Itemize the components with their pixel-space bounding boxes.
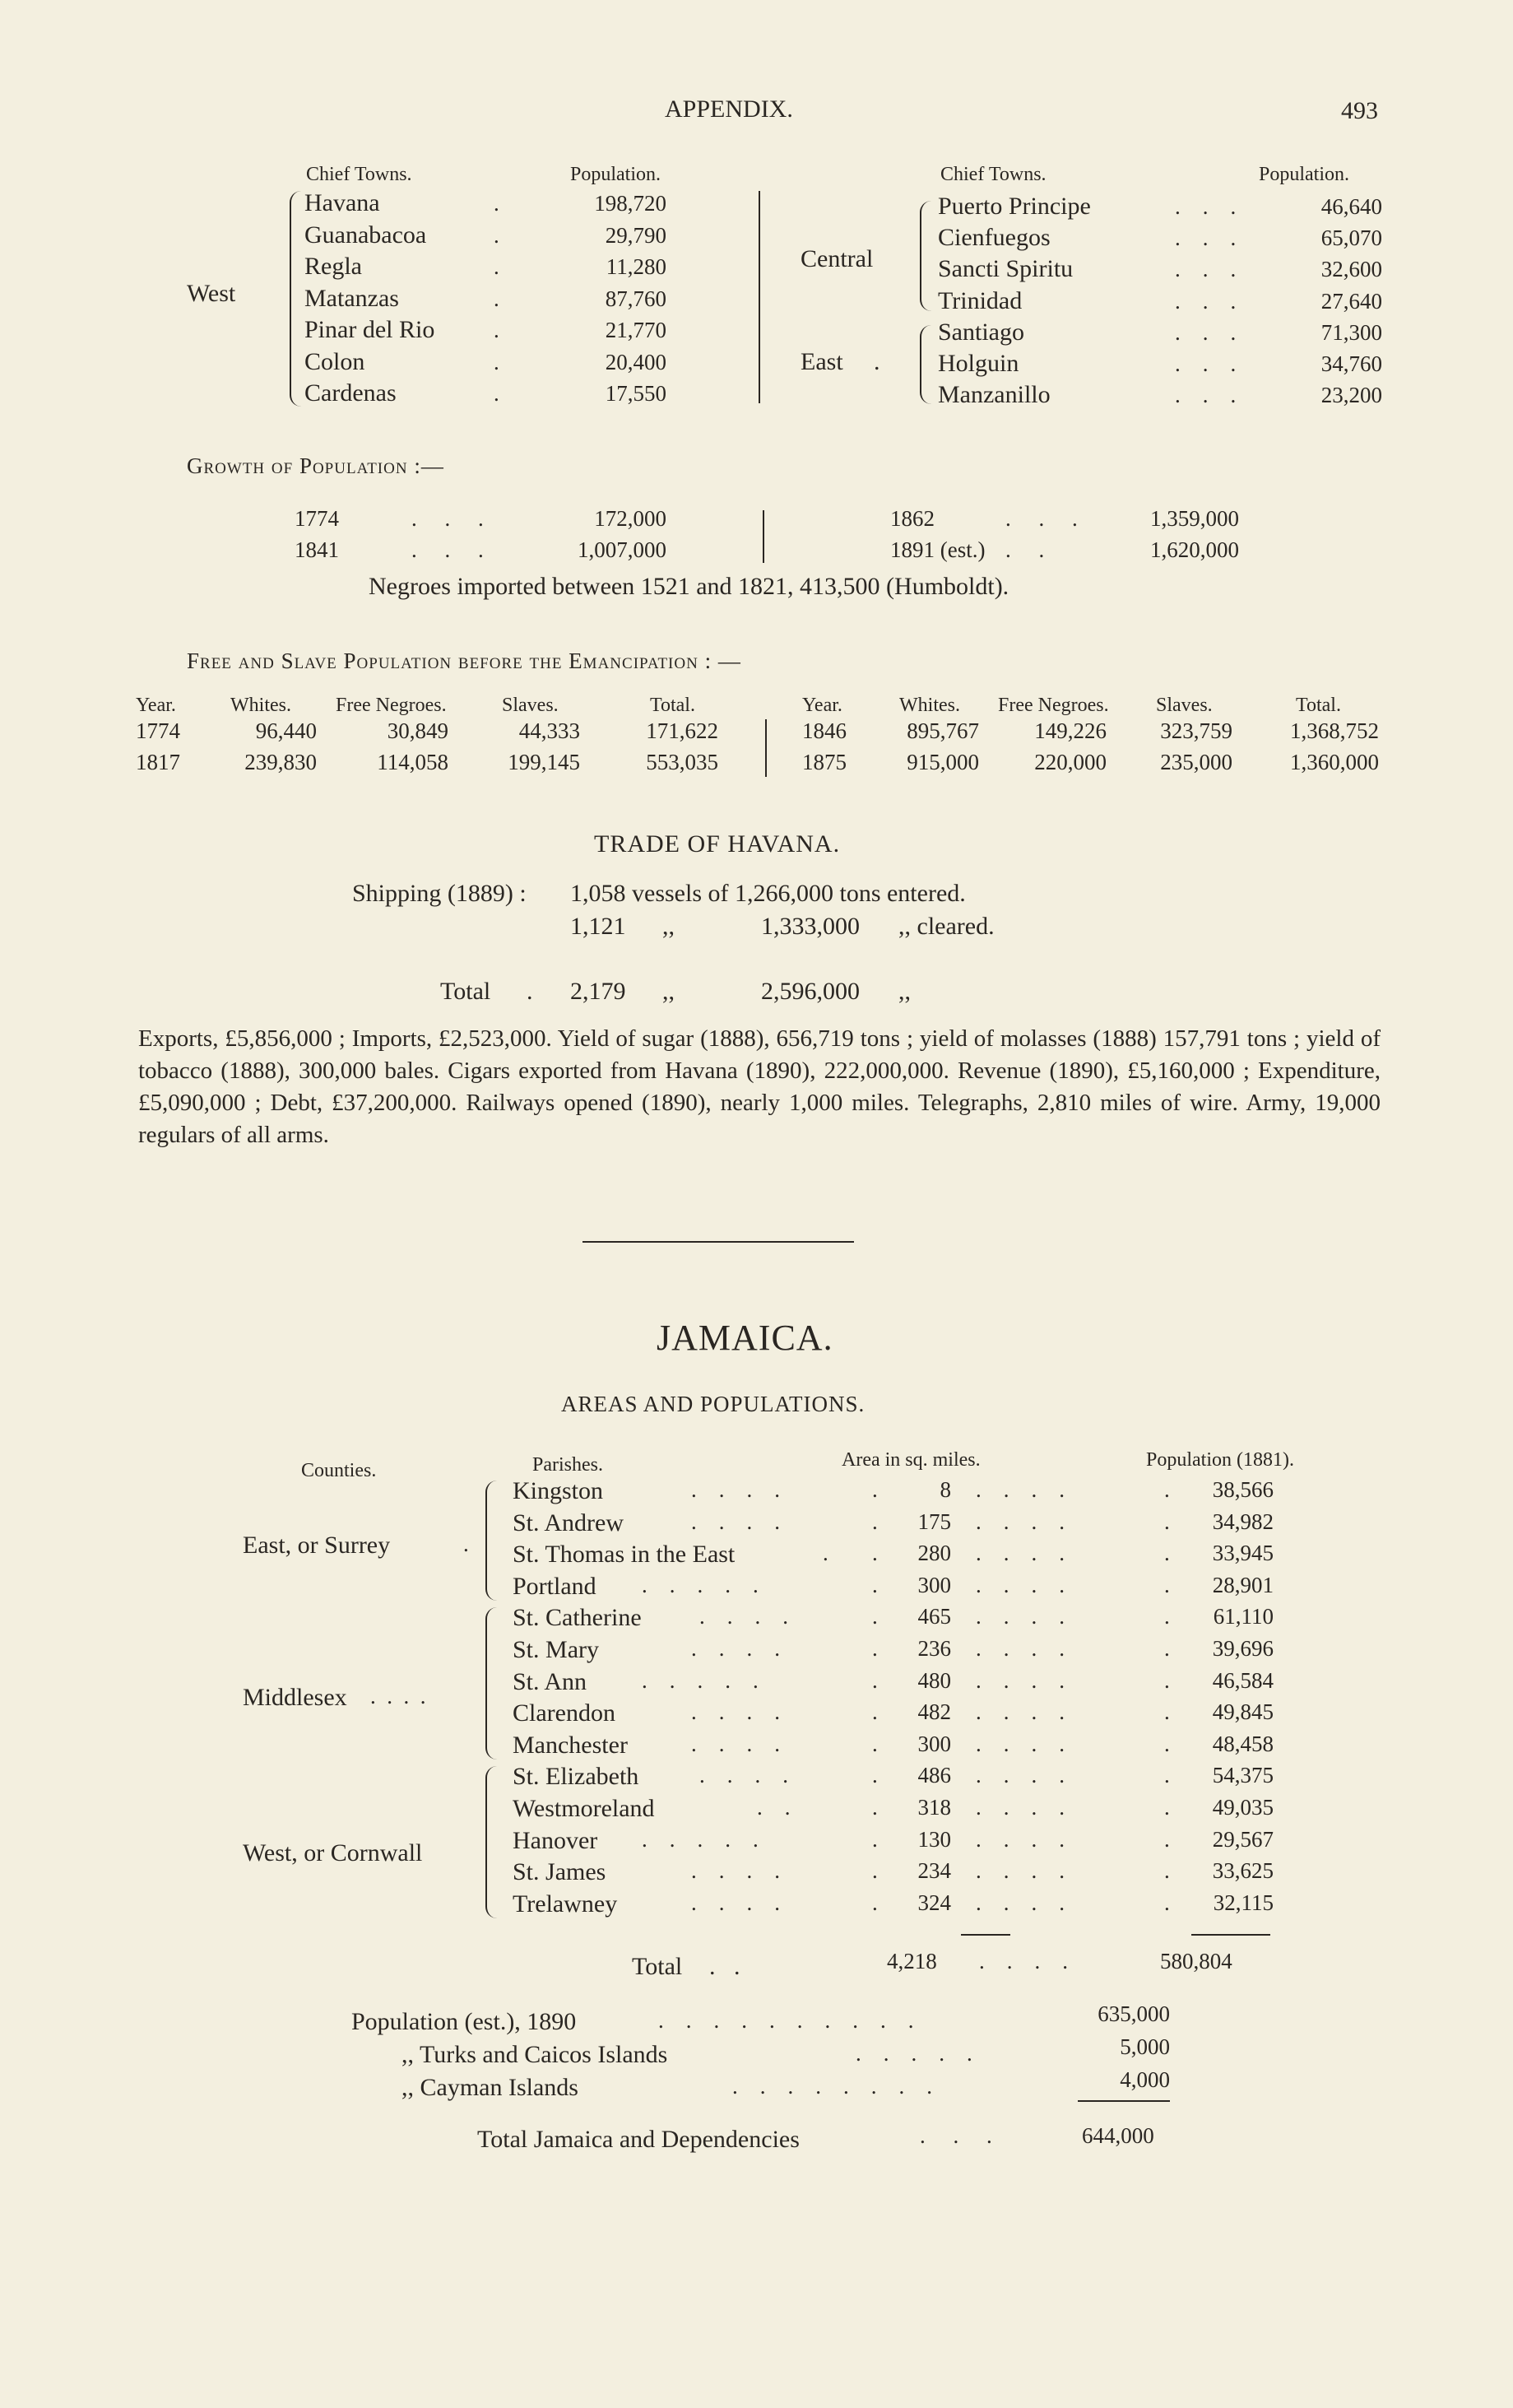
table-header: Slaves. xyxy=(502,695,559,716)
col-head-towns-left: Chief Towns. xyxy=(306,164,412,185)
town-population: 23,200 xyxy=(1320,383,1382,408)
leader-dot: . xyxy=(872,1604,878,1629)
growth-year: 1841 xyxy=(295,537,339,562)
cell-value: 895,767 xyxy=(907,718,979,743)
town-name: Pinar del Rio xyxy=(304,316,435,343)
leader-dot: . xyxy=(872,1763,878,1788)
table-header: Whites. xyxy=(230,695,291,716)
leader-dot: . xyxy=(494,191,499,216)
cell-value: 44,333 xyxy=(518,718,580,743)
shipping-total-dot: . xyxy=(527,978,533,1005)
cell-value: 114,058 xyxy=(377,750,448,774)
parish-name: Hanover xyxy=(513,1826,598,1854)
growth-value: 1,359,000 xyxy=(1150,506,1239,531)
leader-dot: . xyxy=(872,1572,878,1597)
parish-area: 482 xyxy=(917,1699,951,1725)
leader-dot: . xyxy=(1164,1763,1170,1788)
brace-east xyxy=(920,325,931,404)
parish-area: 300 xyxy=(917,1731,951,1756)
leader-dots: . . . . xyxy=(976,1763,1065,1788)
cell-year: 1774 xyxy=(136,718,180,743)
jamaica-total-label: Total xyxy=(632,1953,683,1980)
jamaica-total-pop: 580,804 xyxy=(1160,1949,1232,1973)
leader-dot: . xyxy=(1164,1699,1170,1725)
leader-dot: . xyxy=(872,1699,878,1725)
leader-dots: . . . . xyxy=(976,1890,1065,1915)
estimate-label: ,, Turks and Caicos Islands xyxy=(401,2041,668,2068)
leader-dot: . xyxy=(872,1508,878,1534)
parish-leader-dots: . . . . xyxy=(699,1604,788,1629)
parish-population: 32,115 xyxy=(1213,1890,1274,1915)
parish-area: 130 xyxy=(917,1826,951,1852)
leader-dot: . xyxy=(1164,1731,1170,1756)
town-name: Havana xyxy=(304,189,380,216)
growth-year: 1891 (est.) xyxy=(890,537,986,562)
parish-name: Portland xyxy=(513,1572,596,1600)
town-population: 46,640 xyxy=(1320,194,1382,219)
town-name: Manzanillo xyxy=(938,381,1051,409)
leader-dots: . . . xyxy=(1175,351,1237,376)
leader-dots: . . . xyxy=(1175,225,1237,251)
leader-dot: . xyxy=(494,349,499,374)
shipping-total-vessels: 2,179 xyxy=(570,978,626,1005)
leader-dot: . xyxy=(1164,1541,1170,1566)
growth-value: 172,000 xyxy=(594,506,666,531)
parish-leader-dots: . . . . . xyxy=(642,1572,759,1597)
cell-value: 235,000 xyxy=(1160,750,1232,774)
parish-leader-dots: . . xyxy=(757,1795,791,1820)
parish-leader-dots: . . . . . xyxy=(642,1667,759,1693)
leader-dots: . . . . xyxy=(976,1731,1065,1756)
parish-leader-dots: . . . . xyxy=(691,1731,780,1756)
town-name: Colon xyxy=(304,347,365,375)
cell-value: 199,145 xyxy=(508,750,580,774)
parish-leader-dots: . . . . xyxy=(691,1508,780,1534)
jamaica-total-area-dots: . . . . xyxy=(979,1949,1068,1973)
parish-name: Trelawney xyxy=(513,1890,618,1918)
pop-total-rule xyxy=(1191,1934,1270,1936)
parish-population: 39,696 xyxy=(1212,1636,1274,1661)
town-name: Trinidad xyxy=(938,286,1023,314)
parish-name: St. Ann xyxy=(513,1667,587,1695)
col-head-population: Population (1881). xyxy=(1146,1449,1294,1471)
grand-total-dots: . . . xyxy=(920,2123,992,2148)
parish-population: 28,901 xyxy=(1212,1572,1274,1597)
county-name: East, or Surrey xyxy=(243,1532,391,1559)
county-brace xyxy=(485,1766,499,1918)
town-name: Cardenas xyxy=(304,379,397,407)
leader-dots: . . . xyxy=(1175,288,1237,314)
leader-dot: . xyxy=(872,1731,878,1756)
parish-area: 300 xyxy=(917,1572,951,1597)
town-name: Holguin xyxy=(938,350,1019,377)
parish-area: 480 xyxy=(917,1667,951,1693)
area-total-rule xyxy=(961,1934,1010,1936)
leader-dots: . . xyxy=(1005,537,1045,562)
parish-population: 34,982 xyxy=(1212,1508,1274,1534)
leader-dots: . . . . xyxy=(976,1541,1065,1566)
leader-dot: . xyxy=(1164,1667,1170,1693)
group-label-central: Central xyxy=(801,245,874,272)
leader-dots: . . . . xyxy=(976,1636,1065,1661)
parish-name: St. Thomas in the East xyxy=(513,1541,736,1569)
shipping-line-2-tons: 1,333,000 xyxy=(761,913,860,940)
town-name: Matanzas xyxy=(304,284,399,312)
trade-title: TRADE OF HAVANA. xyxy=(594,830,841,858)
parish-name: Clarendon xyxy=(513,1699,615,1727)
town-population: 27,640 xyxy=(1320,288,1382,314)
cell-value: 915,000 xyxy=(907,750,979,774)
parish-population: 61,110 xyxy=(1213,1604,1274,1629)
estimate-label: ,, Cayman Islands xyxy=(401,2074,578,2101)
parish-leader-dots: . . . . xyxy=(691,1858,780,1884)
county-brace xyxy=(485,1607,499,1760)
brace-central xyxy=(920,201,931,311)
leader-dots: . . . xyxy=(411,506,484,531)
parish-area: 236 xyxy=(917,1636,951,1661)
parish-area: 324 xyxy=(917,1890,951,1915)
cell-value: 96,440 xyxy=(255,718,317,743)
parish-leader-dot: . xyxy=(823,1541,828,1566)
parish-name: St. Mary xyxy=(513,1636,599,1663)
col-head-pop-left: Population. xyxy=(570,164,661,185)
town-name: Cienfuegos xyxy=(938,224,1051,252)
town-name: Guanabacoa xyxy=(304,221,427,249)
leader-dot: . xyxy=(1164,1890,1170,1915)
col-head-pop-right: Population. xyxy=(1259,164,1350,185)
leader-dot: . xyxy=(872,1795,878,1820)
town-population: 21,770 xyxy=(605,318,666,342)
growth-value: 1,007,000 xyxy=(578,537,666,562)
town-population: 29,790 xyxy=(605,222,666,248)
parish-leader-dots: . . . . . xyxy=(642,1826,759,1852)
parish-area: 280 xyxy=(917,1541,951,1566)
shipping-total-ditto-2: ,, xyxy=(898,978,911,1005)
leader-dot: . xyxy=(872,1636,878,1661)
parish-area: 486 xyxy=(917,1763,951,1788)
parish-population: 29,567 xyxy=(1212,1826,1274,1852)
leader-dot: . xyxy=(1164,1508,1170,1534)
parish-name: Kingston xyxy=(513,1477,604,1504)
parish-name: St. James xyxy=(513,1858,606,1886)
parish-area: 175 xyxy=(917,1508,951,1534)
table-header: Total. xyxy=(650,695,695,716)
free-slave-heading: Free and Slave Population before the Emancipation : — xyxy=(187,648,741,673)
estimate-value: 4,000 xyxy=(1120,2067,1170,2092)
table-header: Year. xyxy=(802,695,842,716)
shipping-total-label: Total xyxy=(440,978,491,1005)
col-head-counties: Counties. xyxy=(301,1460,377,1481)
leader-dots: . . . . xyxy=(976,1826,1065,1852)
leader-dot: . xyxy=(872,1890,878,1915)
town-name: Sancti Spiritu xyxy=(938,255,1074,283)
leader-dot: . xyxy=(1164,1826,1170,1852)
table-header: Total. xyxy=(1296,695,1341,716)
cell-value: 30,849 xyxy=(387,718,448,743)
leader-dot: . xyxy=(494,222,499,248)
running-head: APPENDIX. xyxy=(665,95,793,123)
parish-area: 8 xyxy=(940,1477,951,1502)
parish-leader-dots: . . . . xyxy=(691,1477,780,1502)
cell-value: 239,830 xyxy=(244,750,317,774)
county-name: West, or Cornwall xyxy=(243,1839,423,1866)
town-name: Santiago xyxy=(938,318,1024,346)
cell-year: 1875 xyxy=(802,750,847,774)
leader-dots: . . . xyxy=(1175,257,1237,282)
leader-dots: . . . . xyxy=(976,1477,1065,1502)
county-brace xyxy=(485,1481,499,1601)
leader-dot: . xyxy=(1164,1795,1170,1820)
county-dot: . xyxy=(463,1532,469,1556)
leader-dots: . . . . xyxy=(976,1572,1065,1597)
cell-value: 220,000 xyxy=(1034,750,1107,774)
town-name: Puerto Principe xyxy=(938,193,1091,220)
parish-leader-dots: . . . . xyxy=(691,1890,780,1915)
shipping-total-tons: 2,596,000 xyxy=(761,978,860,1005)
leader-dots: . . . xyxy=(1175,194,1237,219)
parish-population: 54,375 xyxy=(1212,1763,1274,1788)
grand-total-label: Total Jamaica and Dependencies xyxy=(477,2126,800,2153)
leader-dots: . . . . xyxy=(976,1795,1065,1820)
town-population: 71,300 xyxy=(1320,319,1382,345)
leader-dots: . . . . xyxy=(976,1604,1065,1629)
leader-dots: . . . xyxy=(1175,383,1237,408)
shipping-line-2-ditto: ,, xyxy=(662,913,675,940)
parish-name: Westmoreland xyxy=(513,1795,655,1822)
col-head-area: Area in sq. miles. xyxy=(842,1449,981,1471)
trade-paragraph: Exports, £5,856,000 ; Imports, £2,523,000. Yield of sugar (1888), 656,719 tons ; yield of molasses (1888) 157,791 tons ; yield of tobacco (1888), 300,000 bales. Cigars exported from Havana (1890), 222,000,000. Revenue (1890), £5,160,000 ; Expenditure, £5,090,000 ; Debt, £37,200,000. Railways opened (1890), nearly 1,000 miles. Telegraphs, 2,810 miles of wire. Army, 19,000 regulars of all arms. xyxy=(138,1025,1381,1148)
estimate-value: 5,000 xyxy=(1120,2034,1170,2059)
town-population: 32,600 xyxy=(1320,257,1382,282)
parish-population: 49,845 xyxy=(1212,1699,1274,1725)
parish-population: 38,566 xyxy=(1212,1477,1274,1502)
col-head-towns-right: Chief Towns. xyxy=(940,164,1047,185)
leader-dot: . xyxy=(494,254,499,279)
leader-dot: . xyxy=(872,1858,878,1884)
growth-value: 1,620,000 xyxy=(1150,537,1239,562)
leader-dots: . . . . xyxy=(976,1858,1065,1884)
jamaica-total-area: 4,218 xyxy=(887,1949,937,1973)
cell-value: 149,226 xyxy=(1034,718,1107,743)
leader-dot: . xyxy=(494,381,499,406)
grand-total-rule xyxy=(1078,2100,1170,2102)
town-population: 87,760 xyxy=(605,286,666,311)
free-slave-divider xyxy=(765,719,767,777)
shipping-total-ditto: ,, xyxy=(662,978,675,1005)
cell-value: 1,368,752 xyxy=(1290,718,1379,743)
leader-dot: . xyxy=(1164,1604,1170,1629)
parish-leader-dots: . . . . xyxy=(699,1763,788,1788)
growth-year: 1774 xyxy=(295,506,339,531)
group-label-east: East xyxy=(801,348,843,375)
jamaica-subtitle: AREAS AND POPULATIONS. xyxy=(561,1392,866,1416)
parish-area: 318 xyxy=(917,1795,951,1820)
town-population: 17,550 xyxy=(605,381,666,406)
jamaica-title: JAMAICA. xyxy=(657,1318,833,1358)
shipping-line-2-vessels: 1,121 xyxy=(570,913,626,940)
town-population: 20,400 xyxy=(605,349,666,374)
parish-name: St. Catherine xyxy=(513,1604,642,1632)
cell-year: 1817 xyxy=(136,750,180,774)
leader-dot: . xyxy=(1164,1858,1170,1884)
column-divider xyxy=(759,191,760,403)
cell-value: 1,360,000 xyxy=(1290,750,1379,774)
town-name: Regla xyxy=(304,253,362,280)
town-population: 65,070 xyxy=(1320,225,1382,251)
shipping-label: Shipping (1889) : xyxy=(352,880,527,907)
parish-name: St. Elizabeth xyxy=(513,1763,639,1791)
page-number: 493 xyxy=(1341,97,1378,124)
shipping-line-1: 1,058 vessels of 1,266,000 tons entered. xyxy=(570,880,966,907)
growth-year: 1862 xyxy=(890,506,935,531)
section-rule xyxy=(582,1241,854,1243)
county-dots: . . . . xyxy=(370,1684,426,1708)
leader-dots: . . . . . . . . xyxy=(732,2074,932,2099)
cell-value: 171,622 xyxy=(646,718,718,743)
leader-dot: . xyxy=(1164,1572,1170,1597)
parish-name: Manchester xyxy=(513,1731,628,1759)
table-header: Whites. xyxy=(899,695,960,716)
negroes-note: Negroes imported between 1521 and 1821, 413,500 (Humboldt). xyxy=(369,573,1009,600)
county-name: Middlesex xyxy=(243,1684,347,1711)
table-header: Year. xyxy=(136,695,176,716)
leader-dot: . xyxy=(872,1541,878,1566)
growth-heading: Growth of Population :— xyxy=(187,453,444,478)
leader-dot: . xyxy=(494,286,499,311)
leader-dot: . xyxy=(872,1667,878,1693)
shipping-line-2-cleared: ,, cleared. xyxy=(898,913,995,940)
table-header: Free Negroes. xyxy=(336,695,447,716)
parish-population: 49,035 xyxy=(1212,1795,1274,1820)
town-population: 11,280 xyxy=(606,254,666,279)
cell-value: 323,759 xyxy=(1160,718,1232,743)
parish-population: 33,625 xyxy=(1212,1858,1274,1884)
parish-area: 465 xyxy=(917,1604,951,1629)
leader-dots: . . . . xyxy=(976,1699,1065,1725)
leader-dots: . . . xyxy=(1175,319,1237,345)
leader-dots: . . . . . . . . . . xyxy=(658,2008,914,2033)
leader-dots: . . . . . xyxy=(856,2041,972,2066)
cell-year: 1846 xyxy=(802,718,847,743)
brace-west xyxy=(290,191,303,407)
table-header: Free Negroes. xyxy=(998,695,1109,716)
leader-dot: . xyxy=(1164,1477,1170,1502)
town-population: 34,760 xyxy=(1320,351,1382,376)
group-label-west: West xyxy=(187,280,236,307)
leader-dots: . . . . xyxy=(976,1508,1065,1534)
parish-leader-dots: . . . . xyxy=(691,1636,780,1661)
parish-name: St. Andrew xyxy=(513,1508,624,1536)
cell-value: 553,035 xyxy=(646,750,718,774)
east-dot: . xyxy=(874,348,880,375)
leader-dot: . xyxy=(1164,1636,1170,1661)
leader-dot: . xyxy=(872,1826,878,1852)
leader-dots: . . . xyxy=(411,537,484,562)
leader-dots: . . . xyxy=(1005,506,1078,531)
parish-population: 33,945 xyxy=(1212,1541,1274,1566)
leader-dot: . xyxy=(494,318,499,342)
total-dots: . . xyxy=(709,1953,740,1980)
estimate-label: Population (est.), 1890 xyxy=(351,2008,577,2035)
parish-population: 48,458 xyxy=(1212,1731,1274,1756)
growth-divider xyxy=(763,510,764,563)
table-header: Slaves. xyxy=(1156,695,1213,716)
parish-leader-dots: . . . . xyxy=(691,1699,780,1725)
grand-total-value: 644,000 xyxy=(1082,2123,1154,2148)
estimate-value: 635,000 xyxy=(1098,2001,1170,2026)
town-population: 198,720 xyxy=(594,191,666,216)
leader-dots: . . . . xyxy=(976,1667,1065,1693)
leader-dot: . xyxy=(872,1477,878,1502)
parish-population: 46,584 xyxy=(1212,1667,1274,1693)
col-head-parishes: Parishes. xyxy=(532,1454,603,1476)
parish-area: 234 xyxy=(917,1858,951,1884)
